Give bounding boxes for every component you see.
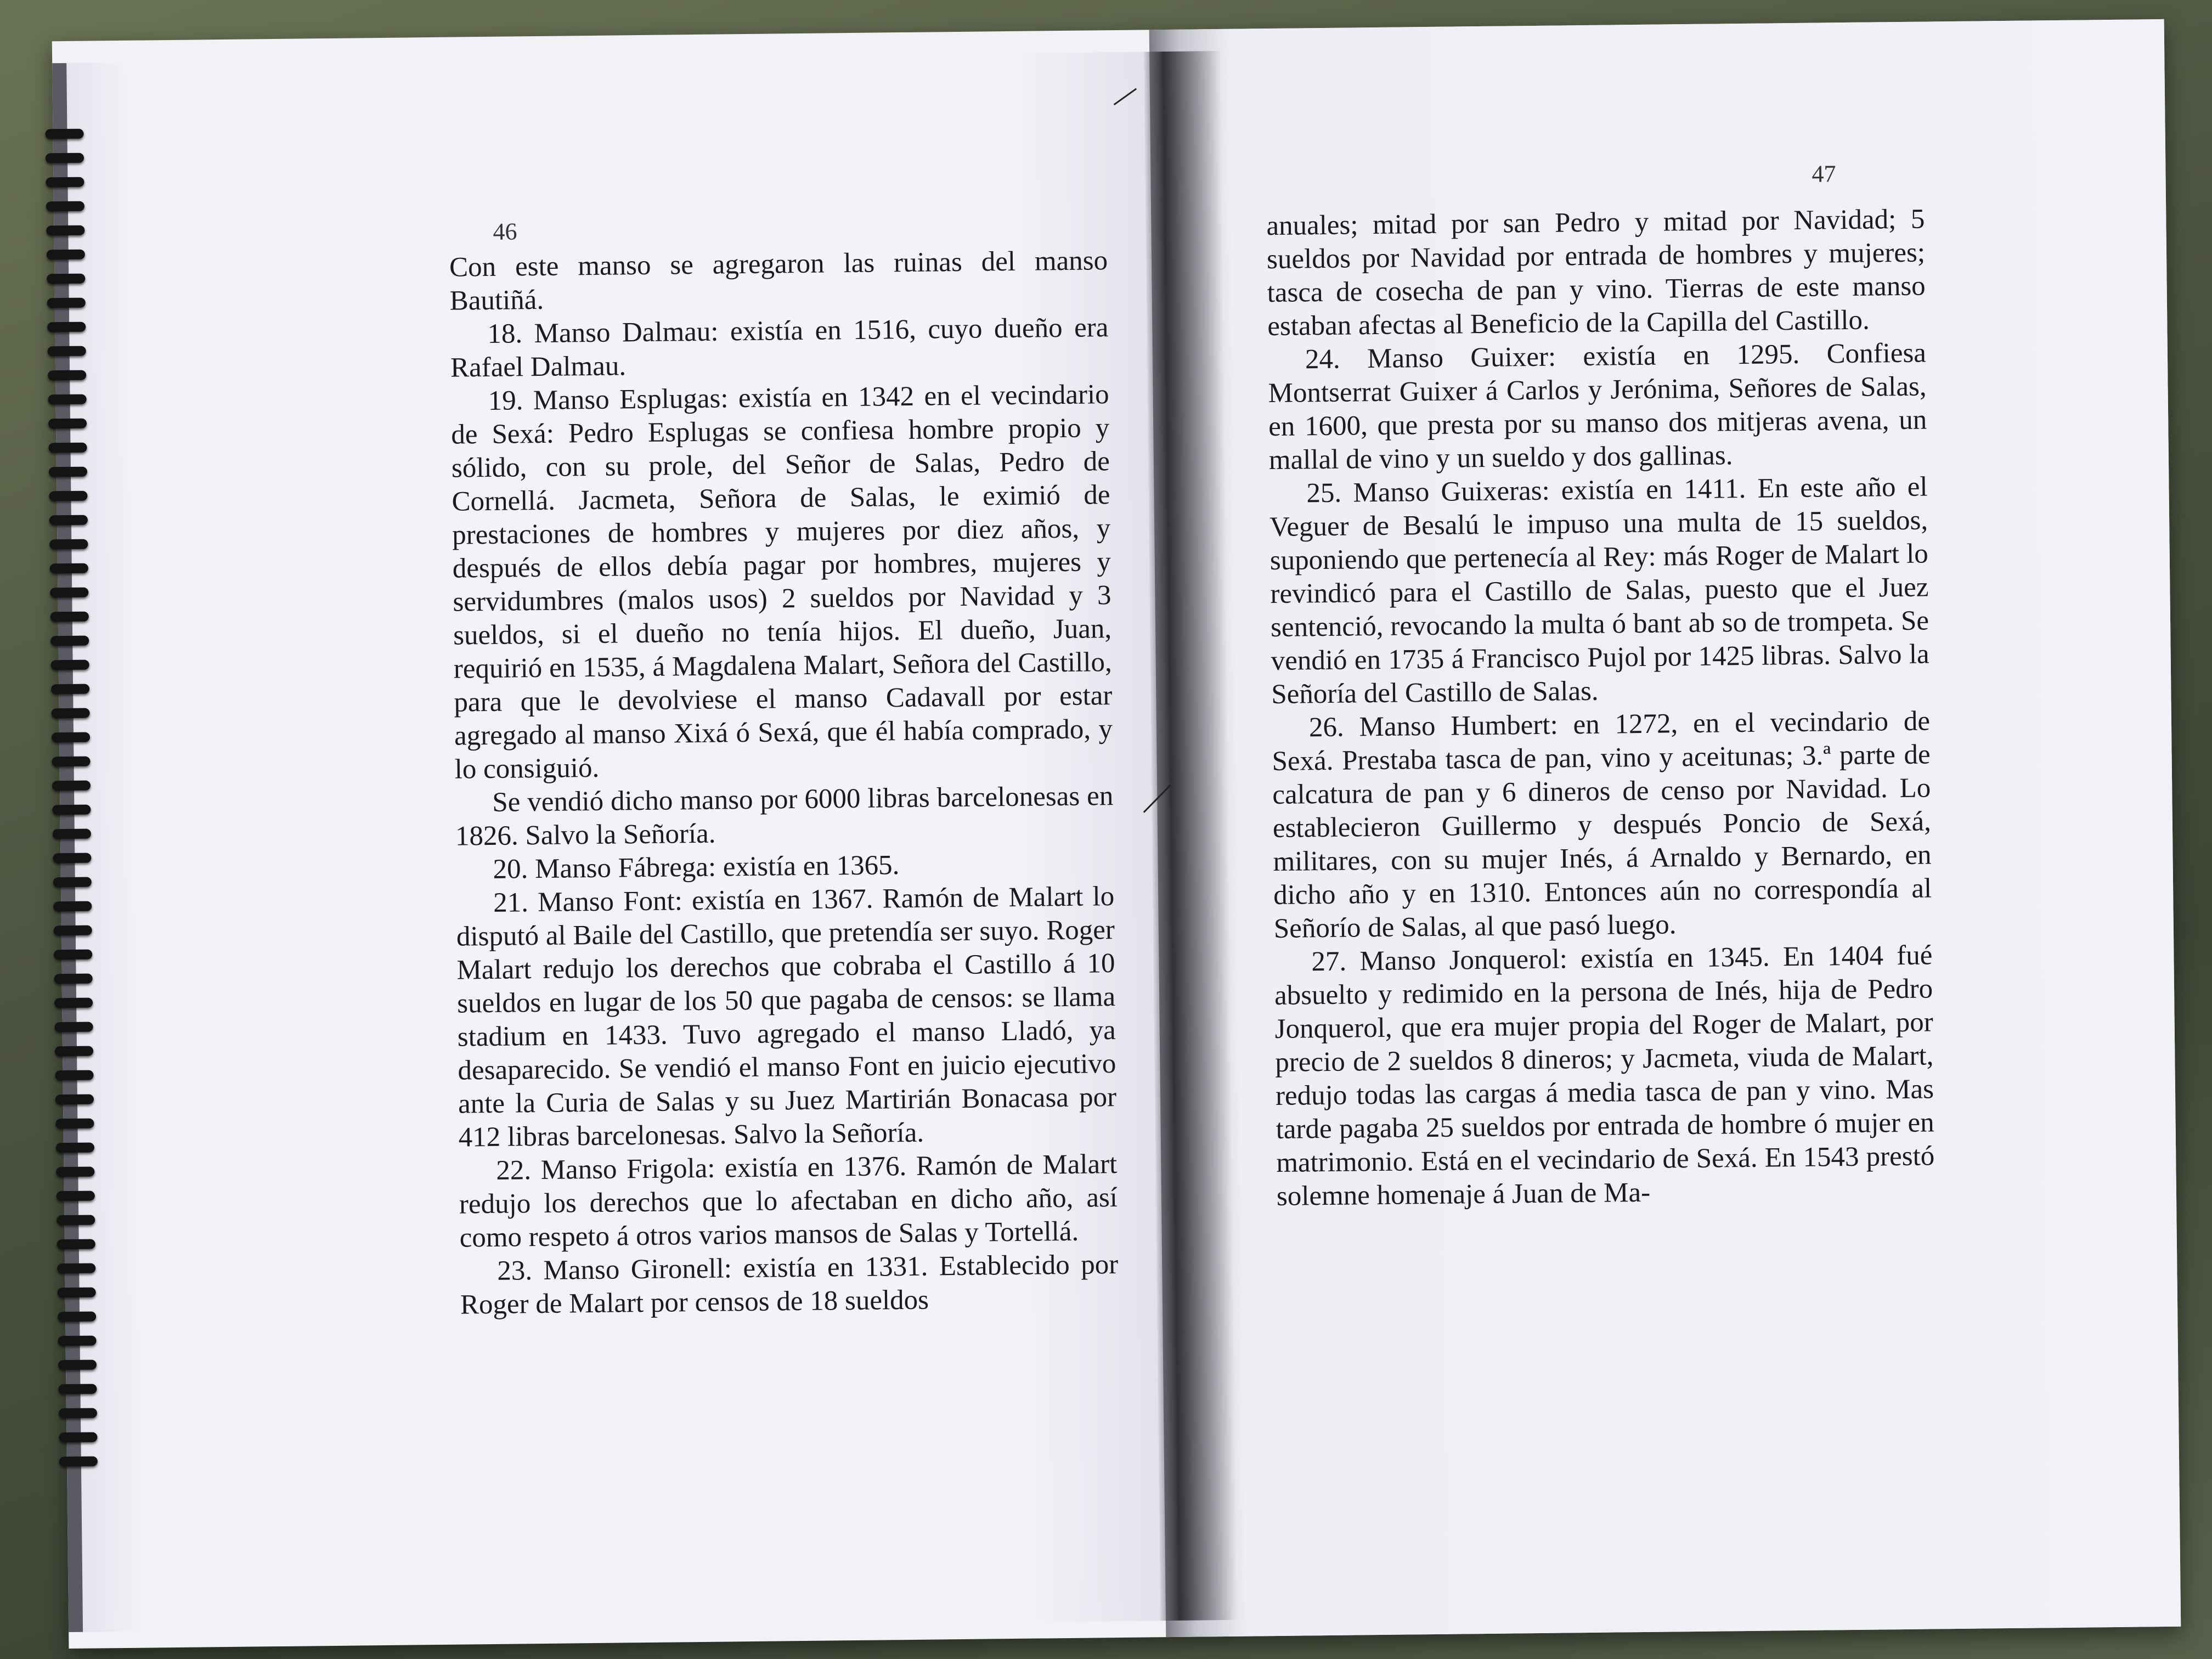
left-page-text [449, 244, 1119, 1322]
open-book [52, 19, 2181, 1649]
paragraph: 24. Manso Guixer: existía en 1295. Confiesa Montserrat Guixer á Carlos y Jerónima, Señores de Salas, en 1600, que presta por su manso dos mitjeras avena, un mallal de vino y un sueldo y dos gallinas. [1268, 337, 1927, 476]
paragraph: Se vendió dicho manso por 6000 libras barcelonesas en 1826. Salvo la Señoría. [455, 781, 1114, 852]
paragraph: 21. Manso Font: existía en 1367. Ramón de Malart lo disputó al Baile del Castillo, que pretendía ser suyo. Roger Malart redujo los derechos que cobraba el Castillo á 10 sueldos en lugar de los 50 que pagaba de censos: se llama stadium en 1433. Tuvo agregado el manso Lladó, ya desaparecido. Se vendió el manso Font en juicio ejecutivo ante la Curia de Salas y su Juez Martirián Bonacasa por 412 libras barcelonesas. Salvo la Señoría. [456, 881, 1117, 1153]
paragraph: 20. Manso Fábrega: existía en 1365. [493, 850, 900, 885]
book-gutter-shadow [1144, 51, 1237, 1621]
paragraph: Con este manso se agregaron las ruinas del manso Bautiñá. [449, 245, 1108, 317]
left-page-number: 46 [493, 218, 517, 245]
right-page-number: 47 [1812, 160, 1836, 188]
paragraph: 22. Manso Frigola: existía en 1376. Ramón de Malart redujo los derechos que lo afectaban en dicho año, así como respeto á otros varios mansos de Salas y Tortellá. [459, 1149, 1118, 1254]
paragraph: 25. Manso Guixeras: existía en 1411. En este año el Veguer de Besalú le impuso una multa de 15 sueldos, suponiendo que pertenecía al Rey: más Roger de Malart lo revindicó para el Castillo de Salas, puesto que el Juez sentenció, revocando la multa ó bant ab so de trompeta. Se vendió en 1735 á Francisco Pujol por 1425 libras. Salvo la Señoría del Castillo de Salas. [1269, 471, 1929, 710]
paragraph: 19. Manso Esplugas: existía en 1342 en el vecindario de Sexá: Pedro Esplugas se confiesa hombre propio y sólido, con su prole, del Señor de Salas, Pedro de Cornellá. Jacmeta, Señora de Salas, le eximió de prestaciones de hombres y mujeres por diez años, y después de ellos debía pagar por hombres, mujeres y servidumbres (malos usos) 2 sueldos por Navidad y 3 sueldos, si el dueño no tenía hijos. El dueño, Juan, requirió en 1535, á Magdalena Malart, Señora del Castillo, para que le devolviese el manso Cadavall por estar agregado al manso Xixá ó Sexá, que él había comprado, y lo consiguió. [451, 379, 1113, 785]
paragraph: 27. Manso Jonquerol: existía en 1345. En 1404 fué absuelto y redimido en la persona de Inés, hija de Pedro Jonquerol, que era mujer propia del Roger de Malart, por precio de 2 sueldos 8 dineros; y Jacmeta, viuda de Malart, redujo todas las cargas á media tasca de pan y vino. Mas tarde pagaba 25 sueldos por entrada de hombre ó mujer en matrimonio. Está en el vecindario de Sexá. En 1543 prestó solemne homenaje á Juan de Ma- [1274, 940, 1935, 1212]
right-page-text [1266, 203, 1935, 1214]
spiral-binding [45, 128, 110, 1610]
paragraph: 23. Manso Gironell: existía en 1331. Establecido por Roger de Malart por censos de 18 sueldos [460, 1249, 1119, 1321]
paragraph: anuales; mitad por san Pedro y mitad por Navidad; 5 sueldos por Navidad por entrada de hombres y mujeres; tasca de cosecha de pan y vino. Tierras de este manso estaban afectas al Beneficio de la Capilla del Castillo. [1266, 204, 1926, 342]
paragraph: 18. Manso Dalmau: existía en 1516, cuyo dueño era Rafael Dalmau. [450, 312, 1109, 383]
paragraph: 26. Manso Humbert: en 1272, en el vecindario de Sexá. Prestaba tasca de pan, vino y aceitunas; 3.ª parte de calcatura de pan y 6 dineros de censo por Navidad. Lo establecieron Guillermo y después Poncio de Sexá, militares, con su mujer Inés, á Arnaldo y Bernardo, en dicho año y en 1310. Entonces aún no correspondía al Señorío de Salas, al que pasó luego. [1272, 706, 1932, 945]
